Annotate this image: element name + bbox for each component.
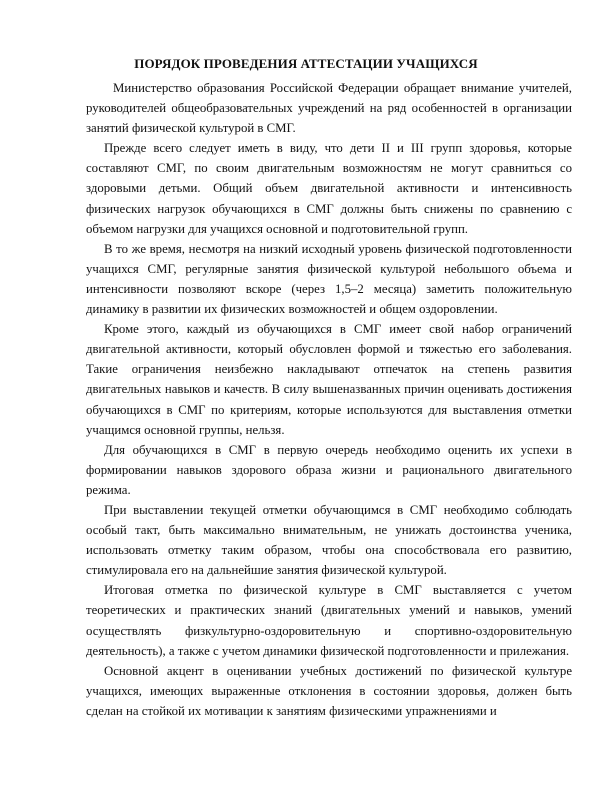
paragraph-3: В то же время, несмотря на низкий исходный уровень физической подготовленности учащихся СМГ, регулярные занятия физической культурой небольшого объема и интенсивности позволяют вскоре (через 1,5–2 месяца) заметить положительную динамику в развитии их физических возможностей и общем оздоровлении. (86, 241, 572, 317)
paragraph-5: Для обучающихся в СМГ в первую очередь необходимо оценить их успехи в формировании навыков здорового образа жизни и рационального двигательного режима. (86, 442, 572, 497)
paragraph-4: Кроме этого, каждый из обучающихся в СМГ имеет свой набор ограничений двигательной активности, который обусловлен формой и тяжестью его заболевания. Такие ограничения неизбежно накладывают отпечаток на степень развития двигательных навыков и качеств. В силу вышеназванных причин оценивать достижения обучающихся в СМГ по критериям, которые используются для выставления отметки учащимся основной группы, нельзя. (86, 322, 572, 437)
paragraph-2: Прежде всего следует иметь в виду, что дети II и III групп здоровья, которые составляют СМГ, по своим двигательным возможностям не могут сравниться со здоровыми детьми. Общий объем двигательной активности и интенсивность физических нагрузок обучающихся в СМГ должны быть снижены по сравнению с объемом нагрузки для учащихся основной и подготовительной групп. (86, 141, 572, 236)
paragraph-7: Итоговая отметка по физической культуре в СМГ выставляется с учетом теоретических и практических знаний (двигательных умений и навыков, умений осуществлять физкультурно-оздоровительную и спортивно-оздоровительную деятельность), а также с учетом динамики физической подготовленности и прилежания. (86, 583, 572, 658)
paragraph-1: Министерство образования Российской Федерации обращает внимание учителей, руководителей общеобразовательных учреждений на ряд особенностей в организации занятий физической культурой в СМГ. (86, 81, 572, 136)
document-body (86, 78, 572, 721)
paragraph-6: При выставлении текущей отметки обучающимся в СМГ необходимо соблюдать особый такт, быть максимально внимательным, не унижать достоинства ученика, использовать отметку таким образом, чтобы она способствовала его развитию, стимулировала его на дальнейшие занятия физической культурой. (86, 502, 572, 578)
page-title: ПОРЯДОК ПРОВЕДЕНИЯ АТТЕСТАЦИИ УЧАЩИХСЯ (134, 56, 478, 71)
paragraph-8: Основной акцент в оценивании учебных достижений по физической культуре учащихся, имеющих выраженные отклонения в состоянии здоровья, должен быть сделан на стойкой их мотивации к занятиям физическими упражнениями и (86, 663, 572, 718)
